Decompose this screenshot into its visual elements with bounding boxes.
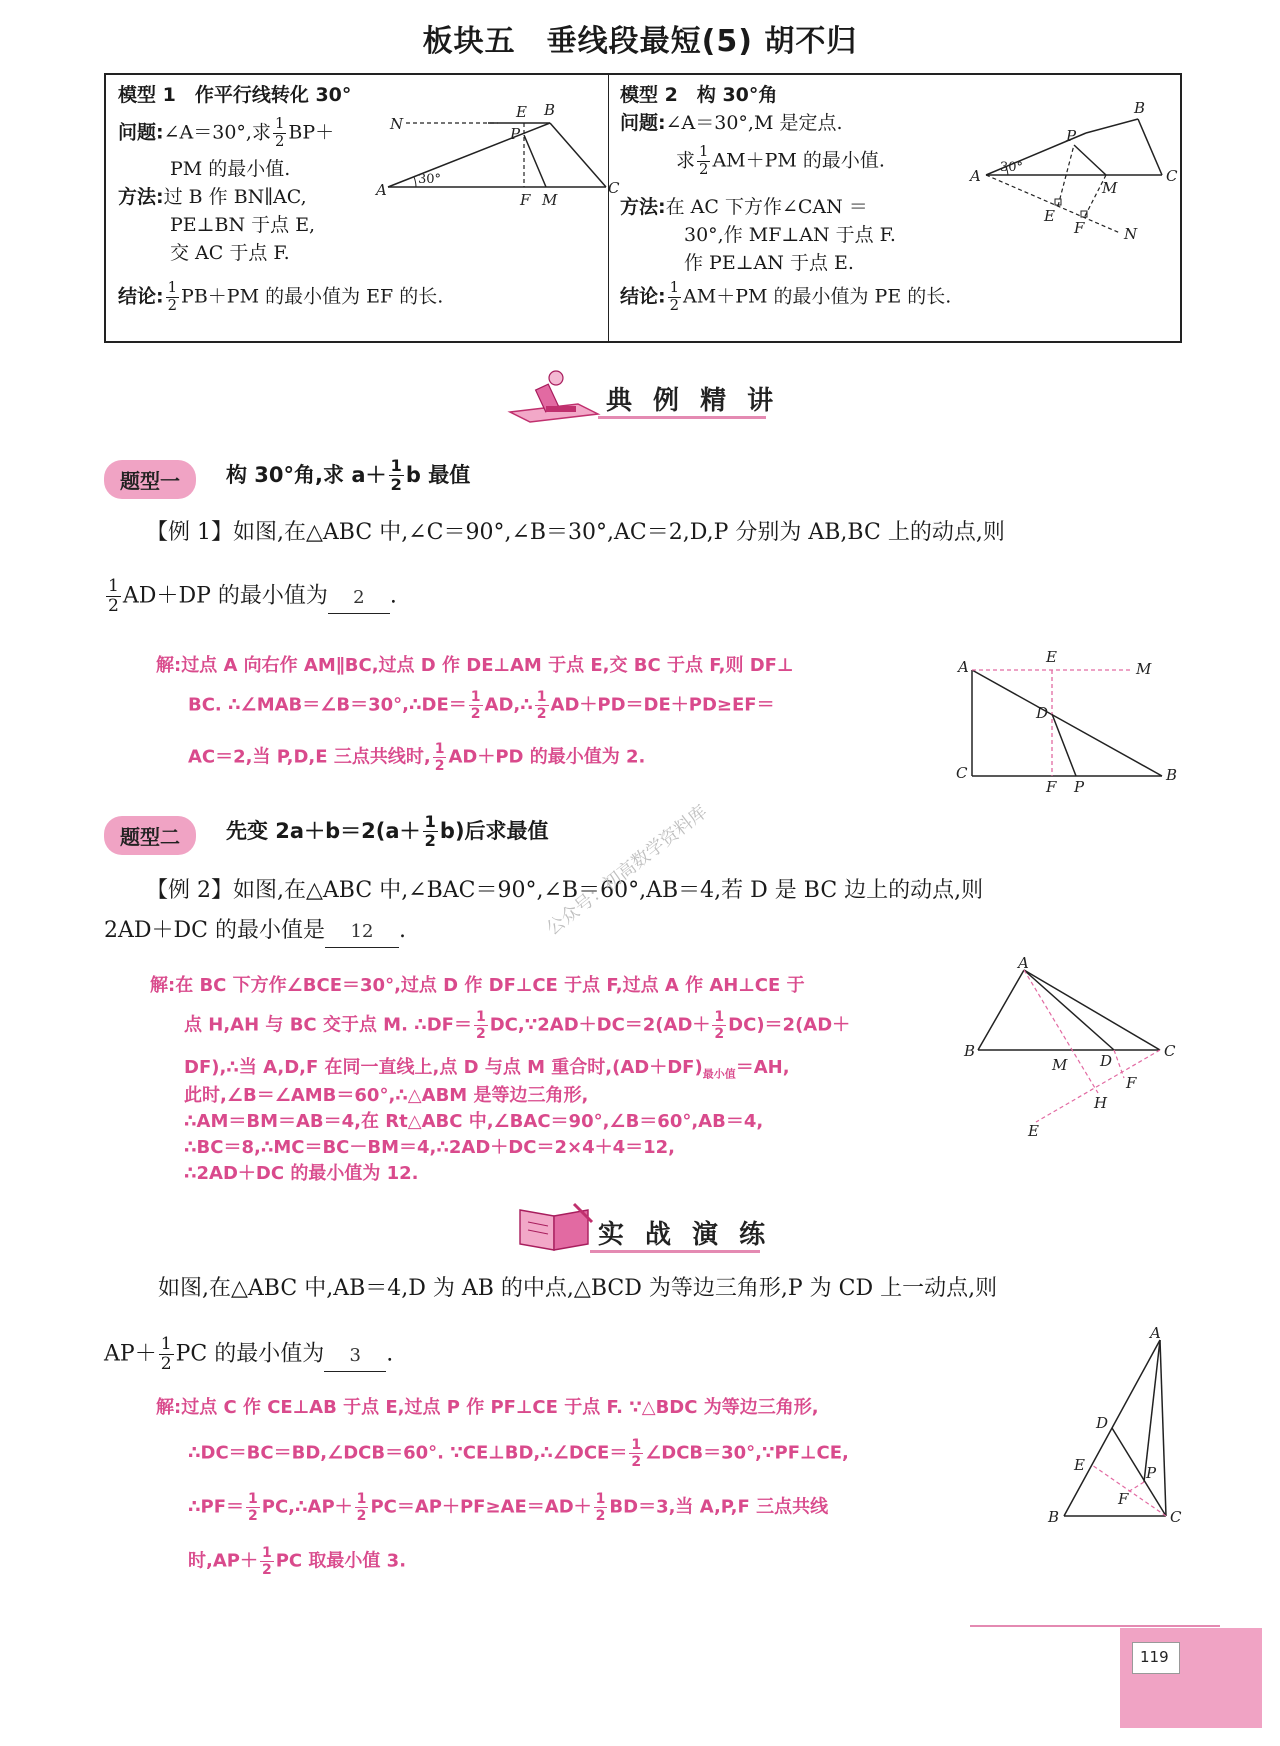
svg-text:B: B bbox=[964, 1042, 976, 1060]
practice-answer-blank: 3 bbox=[324, 1341, 386, 1372]
practice-solution-l4: 时,AP＋ $\frac{1}{2}$ PC 取最小值 3. bbox=[188, 1545, 407, 1579]
svg-text:E: E bbox=[1046, 648, 1057, 666]
svg-text:E: E bbox=[1074, 1456, 1085, 1474]
model2-figure bbox=[966, 99, 1180, 249]
model2-heading: 模型 2 构 30°角 bbox=[620, 84, 778, 106]
type2-heading: 先变 2a＋b＝2(a＋ $\frac{1}{2}$ b)后求最值 bbox=[226, 812, 549, 851]
ex2-solution-l3: DF),∴当 A,D,F 在同一直线上,点 D 与点 M 重合时$,(AD+DF)_{最小值}=AH$, bbox=[184, 1057, 790, 1081]
svg-text:M: M bbox=[1052, 1056, 1068, 1074]
svg-text:B: B bbox=[1048, 1508, 1060, 1526]
model2-method-l2: 30°,作 MF⊥AN 于点 F. bbox=[684, 224, 896, 246]
svg-text:A: A bbox=[376, 181, 387, 199]
practice-question: 如图,在△ABC 中,AB＝4,D 为 AB 的中点,△BCD 为等边三角形,P 为 CD 上一动点,则 bbox=[158, 1276, 998, 1301]
ex1-solution-l1: 解:过点 A 向右作 AM∥BC,过点 D 作 DE⊥AM 于点 E,交 BC 于点 F,则 DF⊥ bbox=[156, 655, 794, 676]
ex2-figure bbox=[964, 954, 1186, 1140]
svg-text:P: P bbox=[1066, 127, 1077, 145]
type1-heading: 构 30°角,求 a＋ $\frac{1}{2}$ b 最值 bbox=[226, 456, 471, 495]
ex1-question-cont: $\frac{1}{2}$ AD＋DP 的最小值为 2 . bbox=[108, 576, 397, 617]
svg-text:P: P bbox=[1146, 1464, 1157, 1482]
section-title-examples: 典 例 精 讲 bbox=[606, 386, 780, 416]
model1-heading: 模型 1 作平行线转化 30° bbox=[118, 84, 352, 106]
svg-text:A: A bbox=[958, 658, 969, 676]
page-number: 119 bbox=[1140, 1648, 1169, 1666]
ex1-solution-l3: AC＝2,当 P,D,E 三点共线时, $\frac{1}{2}$ AD＋PD 的最小值为 2. bbox=[188, 741, 646, 775]
practice-question-cont: AP＋ $\frac{1}{2}$ PC 的最小值为 3 . bbox=[104, 1334, 394, 1375]
svg-text:B: B bbox=[1166, 766, 1178, 784]
ex2-question: 【例 2】如图,在△ABC 中,∠BAC＝90°,∠B＝60°,AB＝4,若 D 是 BC 边上的动点,则 bbox=[146, 878, 984, 903]
book-icon bbox=[514, 1200, 598, 1254]
model2-problem-cont: 求 $\frac{1}{2}$ AM＋PM 的最小值. bbox=[676, 143, 885, 178]
svg-text:M: M bbox=[1102, 179, 1118, 197]
model1-problem-cont: PM 的最小值. bbox=[170, 158, 291, 180]
svg-text:30°: 30° bbox=[1000, 160, 1024, 175]
svg-text:F: F bbox=[520, 191, 531, 209]
svg-text:D: D bbox=[1036, 704, 1049, 722]
model2-problem: 问题:∠A＝30°,M 是定点. bbox=[620, 112, 843, 134]
svg-text:M: M bbox=[542, 191, 558, 209]
svg-text:N: N bbox=[390, 115, 404, 133]
svg-text:F: F bbox=[1046, 778, 1057, 796]
ex1-answer-blank: 2 bbox=[328, 583, 390, 614]
type1-badge: 题型一 bbox=[104, 460, 196, 499]
model1-conclusion: 结论: $\frac{1}{2}$ PB＋PM 的最小值为 EF 的长. bbox=[118, 279, 444, 314]
practice-solution-l1: 解:过点 C 作 CE⊥AB 于点 E,过点 P 作 PF⊥CE 于点 F. ∵△BDC 为等边三角形, bbox=[156, 1397, 819, 1418]
svg-text:C: C bbox=[1164, 1042, 1176, 1060]
model1-figure bbox=[376, 101, 620, 211]
svg-text:H: H bbox=[1094, 1094, 1108, 1112]
svg-text:N: N bbox=[1124, 225, 1138, 243]
watermark: 公众号：初高数学资料库 bbox=[542, 801, 712, 940]
section-title-practice: 实 战 演 练 bbox=[598, 1220, 772, 1250]
svg-text:F: F bbox=[1118, 1490, 1129, 1508]
model2-conclusion: 结论: $\frac{1}{2}$ AM＋PM 的最小值为 PE 的长. bbox=[620, 279, 952, 314]
ex1-question: 【例 1】如图,在△ABC 中,∠C＝90°,∠B＝30°,AC＝2,D,P 分别为 AB,BC 上的动点,则 bbox=[146, 520, 1005, 545]
ex2-solution-l2: 点 H,AH 与 BC 交于点 M. ∴DF＝ $\frac{1}{2}$ DC,∵2AD＋DC＝2(AD＋ $\frac{1}{2}$ DC)＝2(AD＋ bbox=[184, 1009, 851, 1043]
model2-method-l3: 作 PE⊥AN 于点 E. bbox=[684, 252, 854, 274]
svg-text:F: F bbox=[1126, 1074, 1137, 1092]
svg-text:M: M bbox=[1136, 660, 1152, 678]
svg-text:B: B bbox=[1134, 99, 1146, 117]
type2-badge: 题型二 bbox=[104, 816, 196, 855]
svg-text:30°: 30° bbox=[418, 172, 442, 187]
svg-text:C: C bbox=[1166, 167, 1178, 185]
model1-method-l2: PE⊥BN 于点 E, bbox=[170, 214, 316, 236]
model-box bbox=[104, 73, 1182, 343]
svg-text:E: E bbox=[1028, 1122, 1039, 1140]
ex2-solution-l7: ∴2AD＋DC 的最小值为 12. bbox=[184, 1163, 419, 1184]
section-underline bbox=[598, 416, 766, 419]
svg-text:E: E bbox=[516, 103, 527, 121]
svg-text:P: P bbox=[510, 125, 521, 143]
page-title: 板块五 垂线段最短(5) 胡不归 bbox=[422, 24, 858, 59]
model2-method: 方法:在 AC 下方作∠CAN ＝ bbox=[620, 196, 868, 218]
svg-text:A: A bbox=[1150, 1324, 1161, 1342]
model1-problem: 问题:∠A＝30°,求 $\frac{1}{2}$ BP＋ bbox=[118, 115, 335, 150]
ex1-solution-l2: BC. ∴∠MAB＝∠B＝30°,∴DE＝ $\frac{1}{2}$ AD,∴ $\frac{1}{2}$ AD＋PD＝DE＋PD≥EF＝ bbox=[188, 689, 775, 723]
model-divider bbox=[608, 75, 609, 341]
ex2-solution-l1: 解:在 BC 下方作∠BCE＝30°,过点 D 作 DF⊥CE 于点 F,过点 A 作 AH⊥CE 于 bbox=[150, 975, 805, 996]
footer-line bbox=[970, 1625, 1220, 1627]
svg-text:P: P bbox=[1074, 778, 1085, 796]
practice-solution-l2: ∴DC＝BC＝BD,∠DCB＝60°. ∵CE⊥BD,∴∠DCE＝ $\frac{1}{2}$ ∠DCB＝30°,∵PF⊥CE, bbox=[188, 1437, 849, 1471]
ex1-figure bbox=[950, 650, 1186, 796]
svg-text:C: C bbox=[956, 764, 968, 782]
ex2-solution-l6: ∴BC＝8,∴MC＝BC－BM＝4,∴2AD＋DC＝2×4＋4＝12, bbox=[184, 1137, 675, 1158]
microscope-icon bbox=[506, 368, 602, 424]
ex2-question-cont: 2AD＋DC 的最小值是 12 . bbox=[104, 916, 406, 948]
ex2-solution-l4: 此时,∠B＝∠AMB＝60°,∴△ABM 是等边三角形, bbox=[184, 1085, 589, 1106]
svg-text:C: C bbox=[608, 179, 620, 197]
model1-method: 方法:过 B 作 BN∥AC, bbox=[118, 186, 307, 208]
svg-text:A: A bbox=[1018, 954, 1029, 972]
svg-text:C: C bbox=[1170, 1508, 1182, 1526]
svg-text:D: D bbox=[1100, 1052, 1113, 1070]
svg-text:F: F bbox=[1074, 219, 1085, 237]
model1-method-l3: 交 AC 于点 F. bbox=[170, 242, 290, 264]
practice-solution-l3: ∴PF＝ $\frac{1}{2}$ PC,∴AP＋ $\frac{1}{2}$ PC＝AP＋PF≥AE＝AD＋ $\frac{1}{2}$ BD＝3,当 A,P,F 三点共线 bbox=[188, 1491, 829, 1525]
practice-figure bbox=[1040, 1326, 1188, 1532]
svg-text:D: D bbox=[1096, 1414, 1109, 1432]
section-underline bbox=[590, 1250, 760, 1253]
ex2-solution-l5: ∴AM＝BM＝AB＝4,在 Rt△ABC 中,∠BAC＝90°,∠B＝60°,AB＝4, bbox=[184, 1111, 764, 1132]
fraction: $\frac{1}{2}$ bbox=[274, 115, 285, 150]
ex2-answer-blank: 12 bbox=[325, 917, 399, 948]
svg-text:A: A bbox=[970, 167, 981, 185]
svg-text:E: E bbox=[1044, 207, 1055, 225]
svg-text:B: B bbox=[544, 101, 556, 119]
